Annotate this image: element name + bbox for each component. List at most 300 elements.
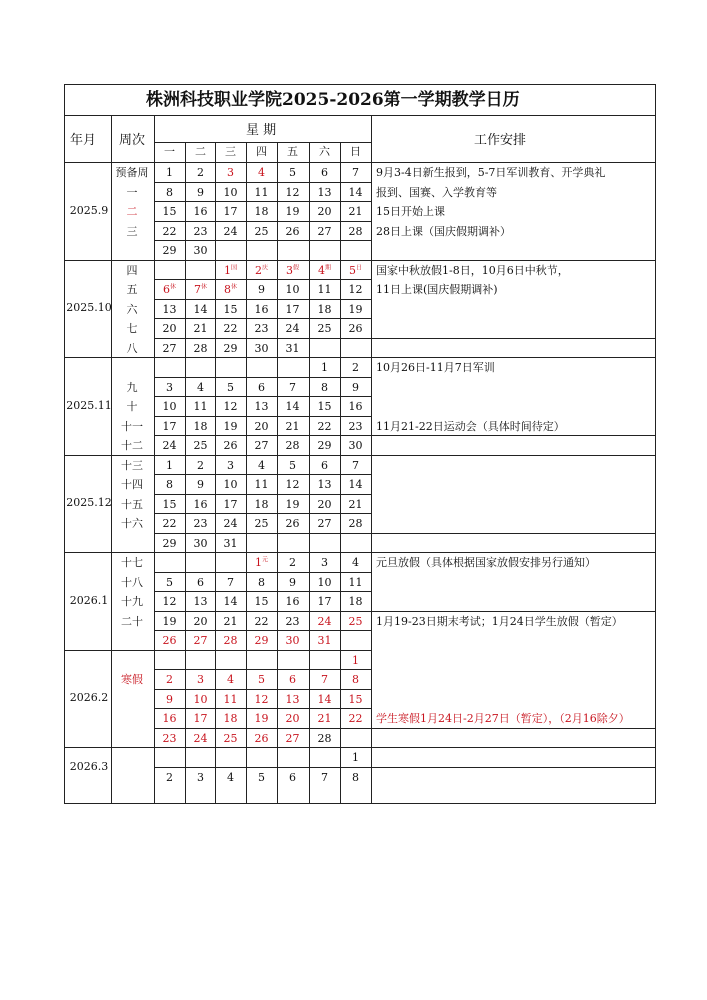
day-superscript: 假 (292, 263, 299, 271)
day-cell: 11 (317, 283, 332, 296)
day-cell: 27 (317, 517, 332, 530)
day-cell: 7 (352, 458, 359, 472)
day-cell: 29 (223, 341, 238, 355)
day-cell: 11 (254, 478, 269, 491)
day-cell: 29 (162, 536, 177, 550)
day-cell: 9 (197, 185, 204, 199)
day-cell: 19 (285, 497, 300, 511)
month-group-rule (64, 552, 154, 553)
day-row-rule (154, 669, 371, 670)
day-cell: 11 (348, 575, 363, 589)
day-row-rule (154, 494, 371, 495)
day-cell: 4 (197, 380, 204, 394)
day-cell: 17 (193, 712, 208, 725)
month-group-rule (64, 650, 154, 651)
day-cell: 3 (197, 770, 204, 784)
day-row-rule (154, 260, 371, 261)
day-cell: 27 (285, 731, 300, 745)
day-cell: $8^休$ (223, 283, 237, 296)
day-row-rule (154, 377, 371, 378)
day-cell: 23 (193, 224, 208, 238)
header-weekday: 一 (164, 145, 175, 158)
day-cell: 12 (285, 185, 300, 199)
week-label: 六 (126, 302, 138, 316)
day-cell: 1 (352, 751, 359, 764)
day-cell: 25 (254, 517, 269, 530)
day-cell: 8 (166, 185, 173, 199)
day-cell: 10 (223, 478, 238, 491)
week-label: 八 (126, 341, 138, 355)
week-label: 十七 (121, 556, 143, 569)
day-cell: 14 (193, 302, 208, 316)
day-cell: 29 (317, 439, 332, 452)
table-border-top (64, 84, 656, 85)
day-cell: 24 (223, 517, 238, 530)
day-cell: 13 (193, 595, 208, 608)
day-cell: 20 (317, 497, 332, 511)
month-label: 2025.11 (66, 398, 112, 412)
day-cell: 30 (348, 439, 363, 452)
day-cell: 16 (193, 205, 208, 218)
day-cell: 11 (193, 400, 208, 413)
day-superscript: 日 (355, 263, 362, 271)
day-cell: $7^休$ (193, 283, 207, 296)
note-band-rule (371, 455, 655, 456)
day-row-rule (154, 396, 371, 397)
day-cell: 9 (166, 692, 173, 706)
day-cell: 15 (162, 205, 177, 218)
header-weekday: 日 (350, 145, 361, 158)
day-cell: 4 (258, 166, 265, 179)
day-superscript: 国 (230, 263, 237, 271)
day-cell: 12 (162, 595, 177, 608)
day-row-rule (154, 279, 371, 280)
day-cell: 15 (254, 595, 269, 608)
day-cell: 5 (289, 458, 296, 472)
day-row-rule (154, 728, 371, 729)
month-group-rule (64, 260, 154, 261)
day-cell: 2 (197, 166, 204, 179)
day-cell: 9 (197, 478, 204, 491)
day-cell: 18 (254, 497, 269, 511)
day-row-rule (154, 318, 371, 319)
day-cell: 25 (193, 439, 208, 452)
day-cell: 3 (321, 556, 328, 569)
day-cell: 1 (352, 653, 359, 667)
work-note: 15日开始上课 (376, 205, 445, 218)
day-cell: 3 (166, 380, 173, 394)
day-row-rule (154, 591, 371, 592)
day-cell: 18 (254, 205, 269, 218)
day-row-rule (154, 689, 371, 690)
day-cell: 13 (254, 400, 269, 413)
day-cell: 17 (285, 302, 300, 316)
day-cell: 16 (348, 400, 363, 413)
day-cell: 26 (348, 322, 363, 335)
week-label: 七 (126, 322, 138, 335)
month-label: 2026.3 (69, 759, 109, 773)
day-cell: 5 (166, 575, 173, 589)
day-cell: 4 (227, 770, 234, 784)
day-cell: 27 (254, 439, 269, 452)
work-note: 9月3-4日新生报到，5-7日军训教育、开学典礼 (376, 166, 606, 179)
day-cell: 17 (223, 497, 238, 511)
day-cell: 26 (162, 634, 177, 647)
month-group-rule (64, 747, 154, 748)
day-cell: 30 (254, 341, 269, 355)
month-label: 2026.2 (69, 691, 109, 705)
month-label: 2026.1 (69, 593, 109, 607)
day-cell: 11 (223, 692, 238, 706)
day-cell: 20 (285, 712, 300, 725)
day-cell: $3^假$ (285, 263, 299, 277)
day-cell: 31 (285, 341, 300, 355)
day-cell: 10 (162, 400, 177, 413)
day-cell: 21 (317, 712, 332, 725)
header-weekday: 二 (195, 145, 206, 158)
day-cell: 2 (166, 770, 173, 784)
day-cell: 21 (285, 419, 300, 433)
header-weekday: 三 (225, 145, 236, 158)
day-cell: 23 (348, 419, 363, 433)
day-superscript: 休 (200, 283, 207, 291)
day-cell: 1 (166, 458, 173, 472)
day-cell: 15 (223, 302, 238, 316)
week-label: 十二 (121, 439, 143, 452)
day-cell: 23 (162, 731, 177, 745)
day-cell: 17 (223, 205, 238, 218)
day-cell: 15 (162, 497, 177, 511)
day-cell: 27 (162, 341, 177, 355)
day-cell: 23 (193, 517, 208, 530)
week-label: 十九 (121, 595, 143, 608)
day-cell: 6 (289, 770, 296, 784)
day-cell: 29 (162, 244, 177, 257)
day-row-rule (154, 572, 371, 573)
day-cell: 26 (223, 439, 238, 452)
day-cell: 28 (223, 634, 238, 647)
day-cell: 31 (317, 634, 332, 647)
day-cell: 22 (254, 614, 269, 628)
month-label: 2025.9 (69, 203, 109, 217)
day-cell: 12 (223, 400, 238, 413)
day-superscript: 元 (261, 556, 268, 564)
day-cell: 23 (285, 614, 300, 628)
day-cell: 13 (162, 302, 177, 316)
note-band-rule (371, 728, 655, 729)
day-cell: 24 (317, 614, 332, 628)
day-cell: 15 (348, 692, 363, 706)
work-note: 报到、国赛、入学教育等 (376, 185, 497, 199)
day-row-rule (154, 182, 371, 183)
day-cell: 8 (352, 770, 359, 784)
day-cell: 19 (162, 614, 177, 628)
day-cell: 7 (289, 380, 296, 394)
day-cell: 7 (321, 673, 328, 686)
day-cell: 16 (193, 497, 208, 511)
day-cell: 8 (166, 478, 173, 491)
day-cell: 10 (317, 575, 332, 589)
day-cell: 5 (289, 166, 296, 179)
month-group-rule (64, 455, 154, 456)
day-cell: 24 (223, 224, 238, 238)
week-label: 十八 (121, 575, 143, 589)
title-divider (64, 115, 655, 116)
day-cell: 18 (193, 419, 208, 433)
header-weekday: 六 (319, 145, 330, 158)
day-cell: 1 (166, 166, 173, 179)
day-cell: 20 (317, 205, 332, 218)
day-cell: 19 (223, 419, 238, 433)
day-superscript: 期 (324, 263, 331, 271)
week-label: 二 (126, 205, 138, 218)
day-cell: 31 (223, 536, 238, 550)
work-note: 11月21-22日运动会（具体时间待定） (376, 419, 565, 433)
note-band-rule (371, 260, 655, 261)
day-cell: 16 (254, 302, 269, 316)
week-label: 十一 (121, 419, 143, 433)
day-row-rule (154, 299, 371, 300)
academic-calendar (64, 84, 655, 803)
day-cell: 24 (193, 731, 208, 745)
header-work: 工作安排 (474, 133, 527, 148)
day-cell: 8 (321, 380, 328, 394)
day-cell: 24 (285, 322, 300, 335)
day-cell: 14 (223, 595, 238, 608)
day-cell: 27 (317, 224, 332, 238)
day-cell: 23 (254, 322, 269, 335)
day-cell: 25 (317, 322, 332, 335)
day-cell: 13 (317, 478, 332, 491)
day-cell: 19 (348, 302, 363, 316)
day-cell: 3 (227, 458, 234, 472)
table-border-right (655, 84, 656, 804)
day-row-rule (154, 767, 371, 768)
note-band-rule (371, 611, 655, 612)
day-cell: 4 (227, 673, 234, 686)
day-cell: 10 (223, 185, 238, 199)
note-band-rule (371, 533, 655, 534)
day-cell: 2 (197, 458, 204, 472)
day-cell: 20 (193, 614, 208, 628)
day-cell: 10 (285, 283, 300, 296)
day-cell: 14 (348, 478, 363, 491)
week-label: 九 (126, 380, 138, 394)
day-cell: 6 (258, 380, 265, 394)
day-cell: 6 (289, 673, 296, 686)
day-cell: 6 (321, 166, 328, 179)
day-cell: 26 (285, 517, 300, 530)
day-cell: 21 (348, 497, 363, 511)
page-title: 株洲科技职业学院2025-2026第一学期教学日历 (146, 90, 520, 110)
day-cell: $5^日$ (348, 263, 362, 277)
day-row-rule (154, 455, 371, 456)
day-cell: 22 (223, 322, 238, 335)
day-row-rule (154, 221, 371, 222)
day-cell: 22 (317, 419, 332, 433)
day-cell: 28 (348, 517, 363, 530)
day-cell: 12 (285, 478, 300, 491)
week-label: 一 (126, 185, 138, 199)
day-cell: 28 (348, 224, 363, 238)
week-label: 十五 (121, 497, 143, 511)
day-cell: 19 (285, 205, 300, 218)
day-cell: $4^期$ (317, 263, 331, 277)
day-cell: 3 (227, 166, 234, 179)
work-note: 元旦放假（具体根据国家放假安排另行通知） (376, 556, 596, 569)
week-label: 五 (126, 283, 138, 296)
day-cell: 26 (285, 224, 300, 238)
column-rule-2 (371, 115, 372, 803)
day-cell: 14 (285, 400, 300, 413)
day-cell: 22 (162, 517, 177, 530)
header-weekday: 五 (287, 145, 298, 158)
note-band-rule (371, 552, 655, 553)
month-group-rule (64, 357, 154, 358)
day-row-rule (154, 416, 371, 417)
month-label: 2025.12 (66, 496, 112, 510)
work-note: 10月26日-11月7日军训 (376, 361, 495, 374)
day-row-rule (154, 708, 371, 709)
header-bottom-rule (64, 162, 655, 163)
day-cell: 5 (258, 673, 265, 686)
day-cell: 21 (193, 322, 208, 335)
day-superscript: 庆 (261, 263, 268, 271)
day-cell: $6^休$ (162, 283, 176, 296)
week-label: 三 (126, 224, 138, 238)
week-label: 十六 (121, 517, 143, 530)
day-cell: 25 (223, 731, 238, 745)
day-cell: $1^国$ (223, 263, 237, 277)
day-row-rule (154, 747, 371, 748)
note-band-rule (371, 767, 655, 768)
day-cell: 30 (193, 244, 208, 257)
day-cell: 21 (223, 614, 238, 628)
table-border-bottom (64, 803, 656, 804)
work-note: 28日上课（国庆假期调补） (376, 224, 511, 238)
day-cell: 4 (258, 458, 265, 472)
day-superscript: 休 (230, 283, 237, 291)
day-cell: 13 (285, 692, 300, 706)
day-cell: 4 (352, 556, 359, 569)
day-row-rule (154, 357, 371, 358)
day-cell: 3 (197, 673, 204, 686)
note-band-rule (371, 357, 655, 358)
day-cell: 12 (348, 283, 363, 296)
day-cell: 13 (317, 185, 332, 199)
day-cell: 17 (162, 419, 177, 433)
day-cell: 28 (285, 439, 300, 452)
day-cell: 9 (258, 283, 265, 296)
day-row-rule (154, 650, 371, 651)
day-cell: 6 (197, 575, 204, 589)
week-label: 十四 (121, 478, 143, 491)
day-cell: 12 (254, 692, 269, 706)
day-cell: 19 (254, 712, 269, 725)
day-cell: 21 (348, 205, 363, 218)
day-cell: 24 (162, 439, 177, 452)
day-cell: 29 (254, 634, 269, 647)
header-weekday: 四 (256, 145, 267, 158)
day-cell: 28 (193, 341, 208, 355)
day-cell: 9 (289, 575, 296, 589)
work-note: 11日上课(国庆假期调补) (376, 283, 498, 296)
work-note: 学生寒假1月24日-2月27日（暂定），（2月16除夕） (376, 712, 630, 725)
note-band-rule (371, 435, 655, 436)
day-cell: 22 (162, 224, 177, 238)
day-cell: 28 (317, 731, 332, 745)
day-cell: 1 (321, 361, 328, 374)
day-cell: 20 (162, 322, 177, 335)
day-cell: 25 (348, 614, 363, 628)
day-row-rule (154, 338, 371, 339)
day-row-rule (154, 533, 371, 534)
week-label: 二十 (121, 614, 143, 628)
day-cell: 18 (348, 595, 363, 608)
day-cell: 11 (254, 185, 269, 199)
day-row-rule (154, 201, 371, 202)
day-cell: 10 (193, 692, 208, 706)
day-cell: 15 (317, 400, 332, 413)
day-row-rule (154, 513, 371, 514)
day-cell: 2 (289, 556, 296, 569)
day-cell: 16 (285, 595, 300, 608)
day-cell: 18 (317, 302, 332, 316)
day-cell: 17 (317, 595, 332, 608)
header-week: 周次 (119, 133, 146, 148)
day-row-rule (154, 630, 371, 631)
day-cell: 30 (285, 634, 300, 647)
day-cell: 6 (321, 458, 328, 472)
day-cell: 22 (348, 712, 363, 725)
work-note: 国家中秋放假1-8日，10月6日中秋节， (376, 263, 569, 277)
day-cell: 2 (166, 673, 173, 686)
weekday-subrule (154, 142, 371, 143)
day-row-rule (154, 611, 371, 612)
month-label: 2025.10 (66, 301, 112, 315)
day-row-rule (154, 474, 371, 475)
day-cell: 7 (227, 575, 234, 589)
day-cell: $2^庆$ (254, 263, 268, 277)
day-cell: 25 (254, 224, 269, 238)
day-cell: 27 (193, 634, 208, 647)
day-row-rule (154, 435, 371, 436)
day-cell: 14 (317, 692, 332, 706)
day-cell: 5 (227, 380, 234, 394)
week-label: 寒假 (121, 673, 143, 686)
day-cell: 5 (258, 770, 265, 784)
week-label: 四 (126, 263, 138, 277)
day-superscript: 休 (169, 283, 176, 291)
day-cell: 7 (352, 166, 359, 179)
day-cell: 9 (352, 380, 359, 394)
header-weekday-group: 星 期 (246, 123, 277, 138)
day-cell: 14 (348, 185, 363, 199)
day-cell: 26 (254, 731, 269, 745)
day-cell: 7 (321, 770, 328, 784)
note-band-rule (371, 338, 655, 339)
header-month: 年月 (70, 133, 97, 148)
day-cell: 16 (162, 712, 177, 725)
day-row-rule (154, 240, 371, 241)
day-cell: $1^元$ (254, 556, 268, 569)
note-band-rule (371, 747, 655, 748)
day-cell: 8 (258, 575, 265, 589)
day-cell: 20 (254, 419, 269, 433)
week-label: 十 (126, 400, 138, 413)
day-cell: 8 (352, 673, 359, 686)
day-cell: 30 (193, 536, 208, 550)
